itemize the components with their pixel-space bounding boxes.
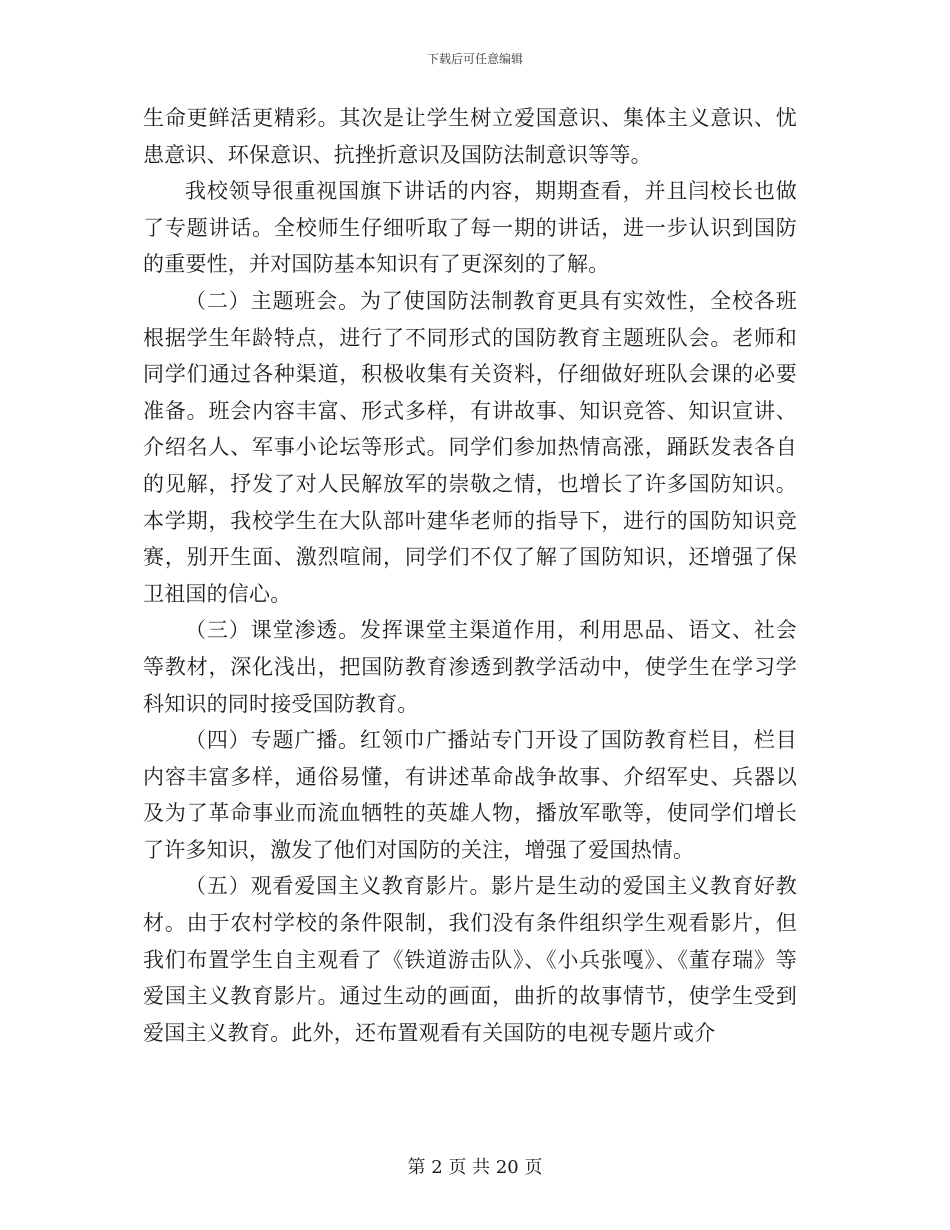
paragraph-6: （五）观看爱国主义教育影片。影片是生动的爱国主义教育好教材。由于农村学校的条件限制，我们没有条件组织学生观看影片，但我们布置学生自主观看了《铁道游击队》、《小兵张嘎》、《董存瑞》等爱国主义教育影片。通过生动的画面，曲折的故事情节，使学生受到爱国主义教育。此外，还布置观看有关国防的电视专题片或介 xyxy=(143,874,797,1045)
footer-page-suffix: 页 xyxy=(518,1157,543,1178)
paragraph-1: 生命更鲜活更精彩。其次是让学生树立爱国意识、集体主义意识、忧患意识、环保意识、抗挫折意识及国防法制意识等等。 xyxy=(143,106,797,167)
footer-page-prefix: 第 xyxy=(407,1157,432,1178)
document-body xyxy=(143,100,797,1051)
page-footer xyxy=(0,1153,950,1179)
paragraph-5: （四）专题广播。红领巾广播站专门开设了国防教育栏目，栏目内容丰富多样，通俗易懂，有讲述革命战争故事、介绍军史、兵器以及为了革命事业而流血牺牲的英雄人物，播放军歌等，使同学们增长了许多知识，激发了他们对国防的关注，增强了爱国热情。 xyxy=(143,728,797,862)
footer-page-total: 20 xyxy=(495,1157,519,1178)
footer-page-middle: 页 共 xyxy=(442,1157,496,1178)
paragraph-4: （三）课堂渗透。发挥课堂主渠道作用，利用思品、语文、社会等教材，深化浅出，把国防教育渗透到教学活动中，使学生在学习学科知识的同时接受国防教育。 xyxy=(143,618,797,716)
paragraph-2: 我校领导很重视国旗下讲话的内容，期期查看，并且闫校长也做了专题讲话。全校师生仔细听取了每一期的讲话，进一步认识到国防的重要性，并对国防基本知识有了更深刻的了解。 xyxy=(143,179,797,277)
paragraph-3: （二）主题班会。为了使国防法制教育更具有实效性，全校各班根据学生年龄特点，进行了不同形式的国防教育主题班队会。老师和同学们通过各种渠道，积极收集有关资料，仔细做好班队会课的必要准备。班会内容丰富、形式多样，有讲故事、知识竞答、知识宣讲、介绍名人、军事小论坛等形式。同学们参加热情高涨，踊跃发表各自的见解，抒发了对人民解放军的崇敬之情，也增长了许多国防知识。本学期，我校学生在大队部叶建华老师的指导下，进行的国防知识竞赛，别开生面、激烈喧闹，同学们不仅了解了国防知识，还增强了保卫祖国的信心。 xyxy=(143,288,797,606)
footer-page-number: 2 xyxy=(431,1157,443,1178)
header-note: 下载后可任意编辑 xyxy=(426,52,523,66)
